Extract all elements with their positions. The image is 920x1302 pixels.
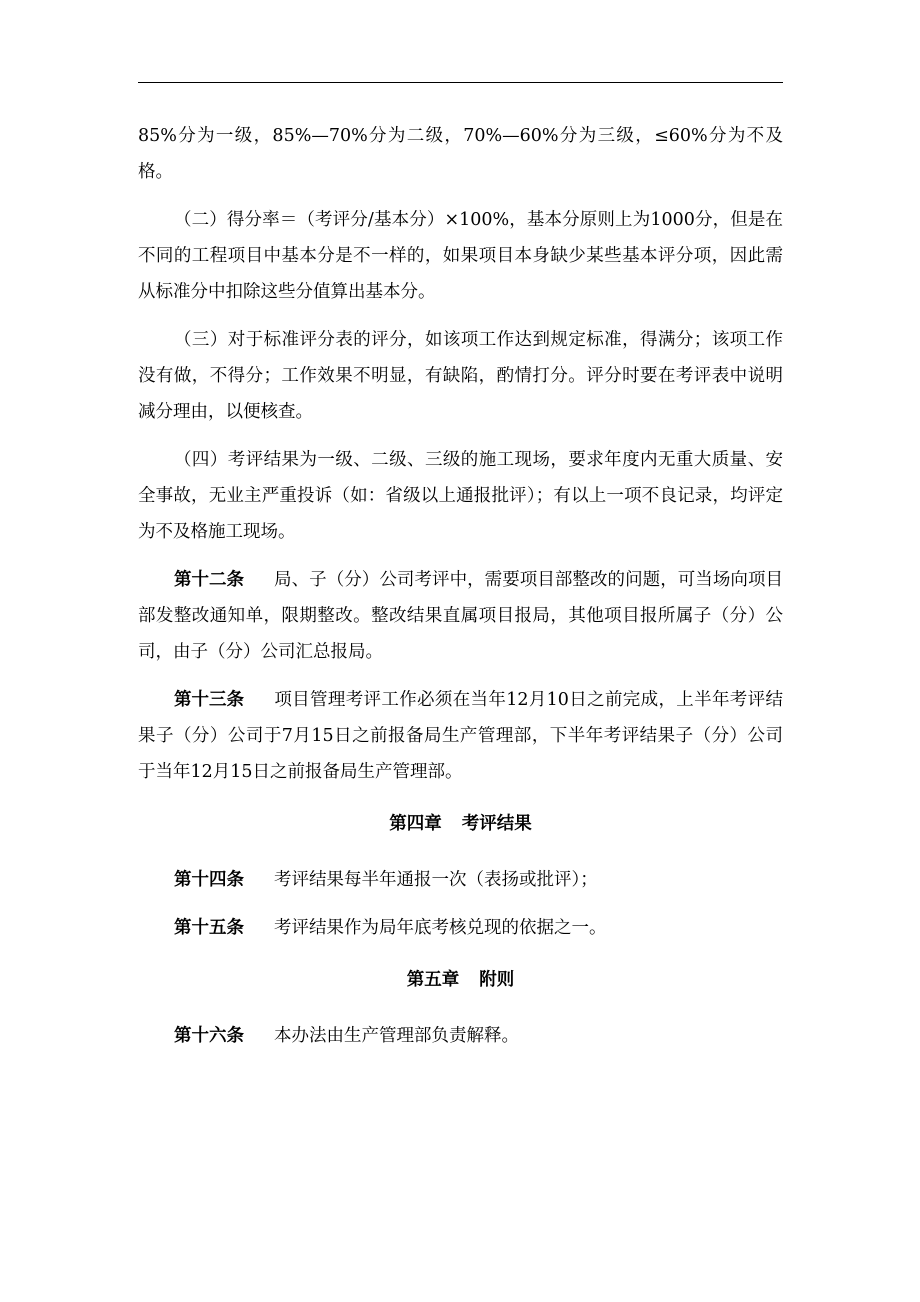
article-15-number: 第十五条 (174, 918, 244, 938)
chapter-4-heading (138, 806, 783, 842)
article-15-text: 考评结果作为局年底考核兑现的依据之一。 (274, 918, 607, 938)
article-12-text: 局、子（分）公司考评中，需要项目部整改的问题，可当场向项目部发整改通知单，限期整改。整改结果直属项目报局，其他项目报所属子（分）公司，由子（分）公司汇总报局。 (138, 570, 783, 662)
paragraph-result-requirements: （四）考评结果为一级、二级、三级的施工现场，要求年度内无重大质量、安全事故，无业主严重投诉（如：省级以上通报批评）；有以上一项不良记录，均评定为不及格施工现场。 (138, 450, 783, 542)
chapter-5-number: 第五章 (406, 970, 460, 990)
article-13-number: 第十三条 (174, 690, 244, 710)
document-body (138, 118, 783, 1066)
article-14-text: 考评结果每半年通报一次（表扬或批评）； (274, 870, 598, 890)
chapter-5-heading (138, 962, 783, 998)
header-rule (138, 82, 783, 83)
article-13 (138, 682, 783, 790)
article-14-number: 第十四条 (174, 870, 244, 890)
chapter-4-title: 考评结果 (461, 814, 532, 834)
article-16-number: 第十六条 (174, 1026, 244, 1046)
article-16-text: 本办法由生产管理部负责解释。 (274, 1026, 519, 1046)
article-15 (138, 910, 783, 946)
chapter-4-number: 第四章 (389, 814, 442, 834)
article-13-text: 项目管理考评工作必须在当年12月10日之前完成，上半年考评结果子（分）公司于7月15日之前报备局生产管理部，下半年考评结果子（分）公司于当年12月15日之前报备局生产管理部。 (138, 690, 783, 782)
article-14 (138, 862, 783, 898)
paragraph-scoring-rules: （三）对于标准评分表的评分，如该项工作达到规定标准，得满分；该项工作没有做，不得分；工作效果不明显，有缺陷，酌情打分。评分时要在考评表中说明减分理由，以便核查。 (138, 330, 783, 422)
paragraph-grading-levels: 85%分为一级，85%—70%分为二级，70%—60%分为三级，≤60%分为不及格。 (138, 126, 783, 182)
article-12 (138, 562, 783, 670)
paragraph-score-rate: （二）得分率＝（考评分/基本分）×100%，基本分原则上为1000分，但是在不同的工程项目中基本分是不一样的，如果项目本身缺少某些基本评分项，因此需从标准分中扣除这些分值算出基本分。 (138, 210, 783, 302)
article-12-number: 第十二条 (174, 570, 244, 590)
chapter-5-title: 附则 (479, 970, 515, 990)
article-16 (138, 1018, 783, 1054)
